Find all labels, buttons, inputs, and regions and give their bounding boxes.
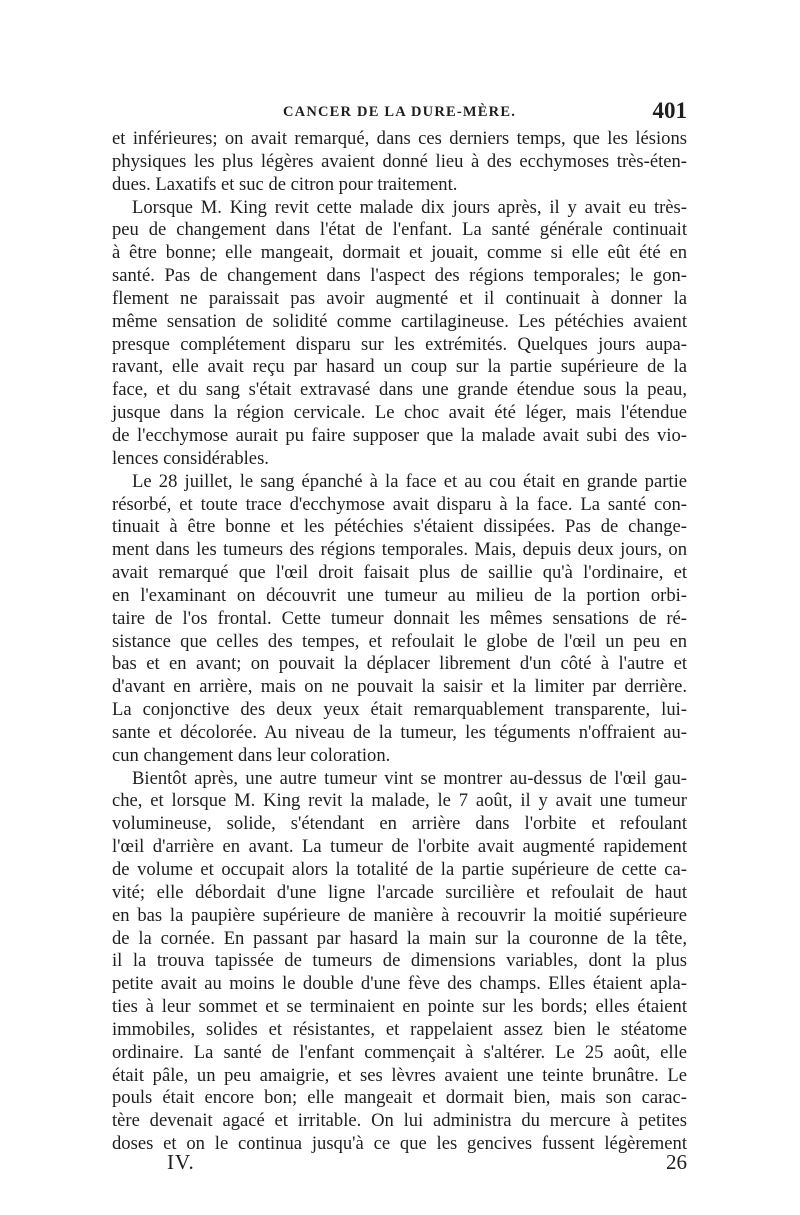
text-line: de la cornée. En passant par hasard la main sur la couronne de la tête, — [112, 927, 687, 949]
text-line: avait remarqué que l'œil droit faisait plus de saillie qu'à l'ordinaire, et — [112, 562, 687, 584]
text-line: Bientôt après, une autre tumeur vint se montrer au-dessus de l'œil gau- — [132, 767, 687, 789]
text-line: bas et en avant; on pouvait la déplacer librement d'un côté à l'autre et — [112, 653, 687, 675]
text-line: ment dans les tumeurs des régions temporales. Mais, depuis deux jours, on — [112, 539, 687, 561]
text-line: sante et décolorée. Au niveau de la tumeur, les téguments n'offraient au- — [112, 721, 687, 743]
text-line: était pâle, un peu amaigrie, et ses lèvres avaient une teinte brunâtre. Le — [112, 1064, 687, 1086]
text-line: résorbé, et toute trace d'ecchymose avait disparu à la face. La santé con- — [112, 493, 687, 515]
text-line: à être bonne; elle mangeait, dormait et jouait, comme si elle eût été en — [112, 242, 687, 264]
text-line: jusque dans la région cervicale. Le choc avait été léger, mais l'étendue — [112, 402, 687, 424]
text-line: lences considérables. — [112, 447, 269, 469]
body-text — [112, 128, 687, 1156]
text-line: santé. Pas de changement dans l'aspect des régions temporales; le gon- — [112, 265, 687, 287]
text-line: et inférieures; on avait remarqué, dans ces derniers temps, que les lésions — [112, 128, 687, 149]
text-line: l'œil d'arrière en avant. La tumeur de l'orbite avait augmenté rapidement — [112, 836, 687, 858]
text-line: La conjonctive des deux yeux était remarquablement transparente, lui- — [112, 699, 687, 721]
text-line: dues. Laxatifs et suc de citron pour traitement. — [112, 173, 458, 195]
text-line: ordinaire. La santé de l'enfant commençait à s'altérer. Le 25 août, elle — [112, 1041, 687, 1063]
page-footer — [112, 1150, 687, 1178]
text-line: cun changement dans leur coloration. — [112, 744, 391, 766]
text-line: immobiles, solides et résistantes, et rappelaient assez bien le stéatome — [112, 1018, 687, 1040]
text-line: Le 28 juillet, le sang épanché à la face et au cou était en grande partie — [132, 470, 687, 492]
text-line: flement ne paraissait pas avoir augmenté et il continuait à donner la — [112, 287, 687, 309]
text-line: ravant, elle avait reçu par hasard un coup sur la partie supérieure de la — [112, 356, 687, 378]
text-line: même sensation de solidité comme cartilagineuse. Les pétéchies avaient — [112, 310, 687, 332]
text-line: physiques les plus légères avaient donné lieu à des ecchymoses très-éten- — [112, 150, 687, 172]
text-line: pouls était encore bon; elle mangeait et dormait bien, mais son carac- — [112, 1087, 687, 1109]
text-line: tinuait à être bonne et les pétéchies s'étaient dissipées. Pas de change- — [112, 516, 687, 538]
text-line: Lorsque M. King revit cette malade dix jours après, il y avait eu très- — [132, 196, 687, 218]
text-line: che, et lorsque M. King revit la malade, le 7 août, il y avait une tumeur — [112, 790, 687, 812]
text-line: de l'ecchymose aurait pu faire supposer que la malade avait subi des vio- — [112, 424, 687, 446]
text-line: de volume et occupait alors la totalité de la partie supérieure de cette ca- — [112, 859, 687, 880]
text-line: taire de l'os frontal. Cette tumeur donnait les mêmes sensations de ré- — [112, 607, 687, 629]
text-line: vité; elle débordait d'une ligne l'arcade surcilière et refoulait de haut — [112, 881, 687, 903]
text-line: peu de changement dans l'état de l'enfant. La santé générale continuait — [112, 219, 687, 241]
sheet-number: 26 — [666, 1150, 687, 1174]
text-line: tère devenait agacé et irritable. On lui administra du mercure à petites — [112, 1110, 687, 1132]
text-line: il la trouva tapissée de tumeurs de dimensions variables, dont la plus — [112, 950, 687, 972]
text-line: petite avait au moins le double d'une fève des champs. Elles étaient apla- — [112, 973, 687, 995]
page-number: 401 — [652, 98, 687, 123]
signature-mark: IV. — [167, 1150, 195, 1174]
text-line: volumineuse, solide, s'étendant en arrière dans l'orbite et refoulant — [112, 813, 687, 835]
running-title: CANCER DE LA DURE-MÈRE. — [282, 104, 517, 120]
text-line: doses et on le continua jusqu'à ce que les gencives fussent légèrement — [112, 1133, 687, 1155]
text-line: ties à leur sommet et se terminaient en pointe sur les bords; elles étaient — [112, 996, 687, 1018]
text-line: face, et du sang s'était extravasé dans une grande étendue sous la peau, — [112, 379, 687, 401]
text-line: en bas la paupière supérieure de manière à recouvrir la moitié supérieure — [112, 904, 687, 926]
text-line: d'avant en arrière, mais on ne pouvait la saisir et la limiter par derrière. — [112, 676, 687, 698]
text-line: en l'examinant on découvrit une tumeur au milieu de la portion orbi- — [112, 584, 687, 606]
text-line: presque complétement disparu sur les extrémités. Quelques jours aupa- — [112, 333, 687, 355]
text-line: sistance que celles des tempes, et refoulait le globe de l'œil un peu en — [112, 630, 687, 652]
